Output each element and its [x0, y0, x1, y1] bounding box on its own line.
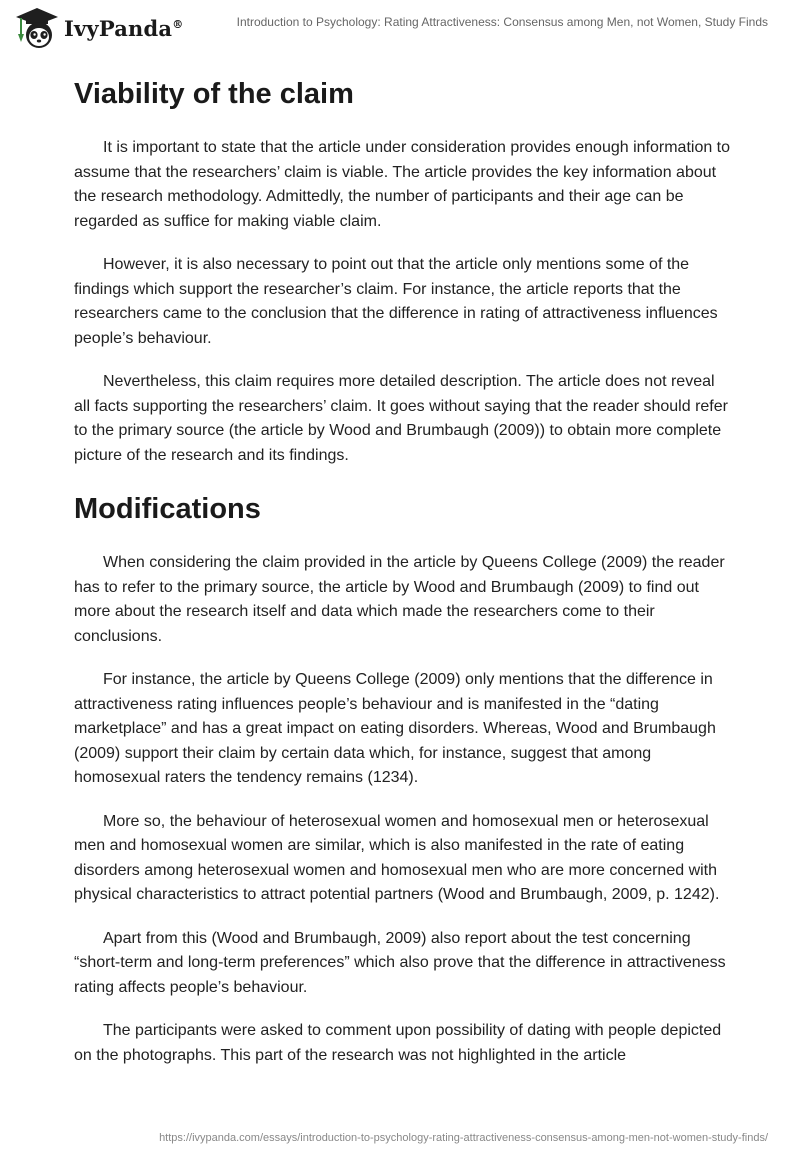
- page-header: [0, 0, 800, 60]
- paragraph: For instance, the article by Queens College (2009) only mentions that the difference in attractiveness rating influences people’s behaviour and is manifested in the “dating marketplace” and has a great impact on eating disorders. Whereas, Wood and Brumbaugh (2009) support their claim by certain data which, for instance, suggest that among homosexual raters the tendency remains (1234).: [74, 671, 716, 786]
- section-title-viability: Viability of the claim: [74, 78, 354, 110]
- logo-wordmark: [64, 16, 183, 41]
- panda-graduate-icon: [14, 6, 60, 50]
- paragraph: When considering the claim provided in the article by Queens College (2009) the reader has to refer to the primary source, the article by Wood and Brumbaugh (2009) to find out more about the research itself and data which made the researchers come to their conclusions.: [74, 554, 725, 645]
- paragraph: It is important to state that the article under consideration provides enough information to assume that the researchers’ claim is viable. The article provides the key information about the research methodology. Admittedly, the number of participants and their age can be regarded as suffice for making viable claim.: [74, 139, 731, 230]
- footer-url[interactable]: https://ivypanda.com/essays/introduction-to-psychology-rating-attractiveness-consensus-among-men-not-women-study-finds/: [159, 1132, 768, 1144]
- essay-content: [74, 68, 734, 1087]
- paragraph: However, it is also necessary to point out that the article only mentions some of the findings which support the researcher’s claim. For instance, the article reports that the researchers came to the conclusion that the difference in rating of attractiveness influences people’s behaviour.: [74, 256, 718, 347]
- registered-mark: ®: [172, 17, 184, 31]
- paragraph: Nevertheless, this claim requires more detailed description. The article does not reveal all facts supporting the researchers’ claim. It goes without saying that the reader should refer to the primary source (the article by Wood and Brumbaugh (2009)) to obtain more complete picture of the research and its findings.: [74, 373, 728, 464]
- section-title-modifications: Modifications: [74, 493, 261, 525]
- ivypanda-logo[interactable]: [14, 6, 183, 50]
- paragraph: Apart from this (Wood and Brumbaugh, 2009) also report about the test concerning “short-term and long-term preferences” which also prove that the difference in attractiveness rating affects people’s behaviour.: [74, 929, 726, 996]
- paragraph: More so, the behaviour of heterosexual women and homosexual men or heterosexual men and homosexual women are similar, which is also manifested in the rate of eating disorders among heterosexual women and homosexual men who are more concerned with physical characteristics to attract potential partners (Wood and Brumbaugh, 2009, p. 1242).: [74, 812, 720, 903]
- logo-text: IvyPanda: [64, 15, 173, 41]
- running-title: Introduction to Psychology: Rating Attractiveness: Consensus among Men, not Women, Study Finds: [236, 15, 768, 29]
- paragraph: The participants were asked to comment upon possibility of dating with people depicted on the photographs. This part of the research was not highlighted in the article: [74, 1022, 722, 1064]
